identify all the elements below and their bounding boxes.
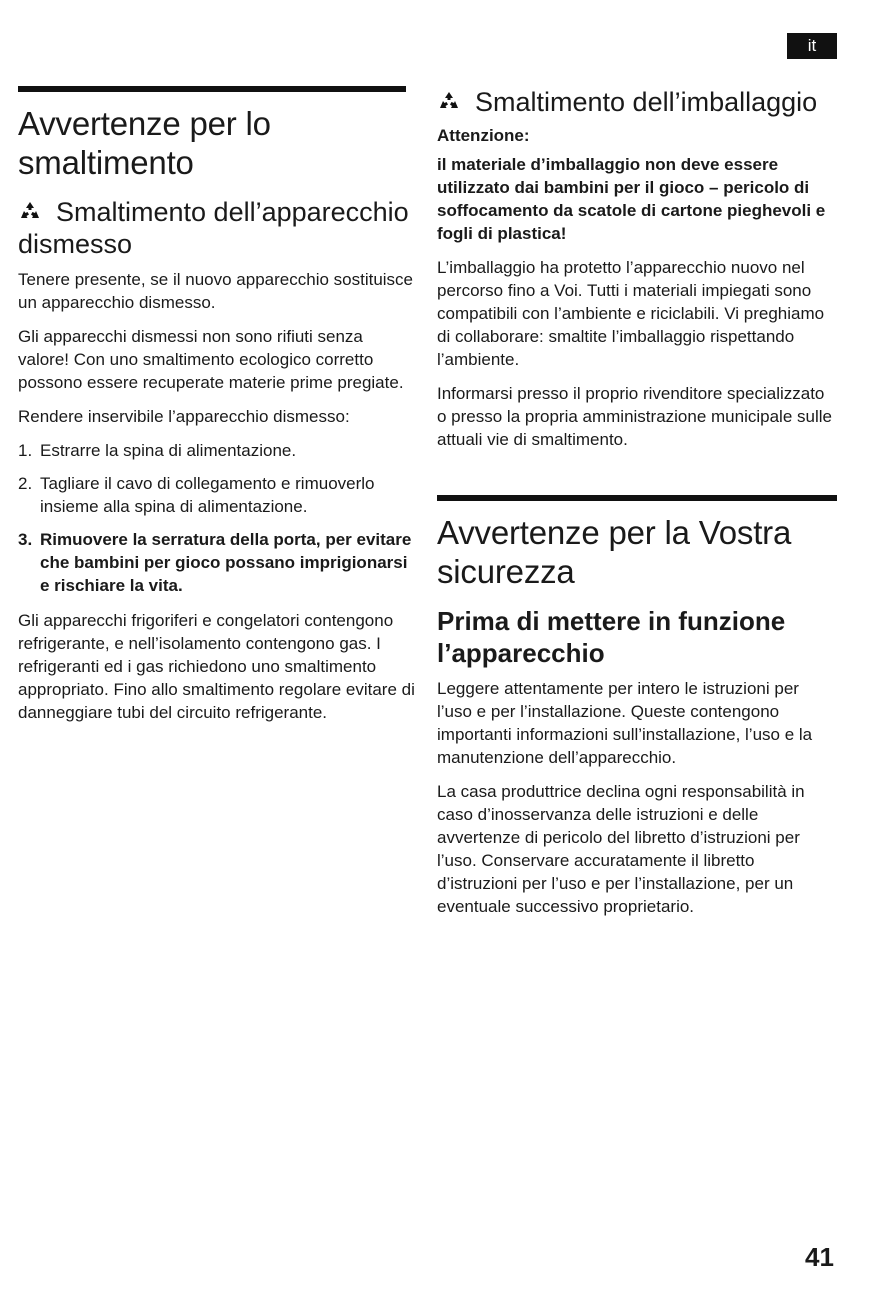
disable-steps-list — [18, 439, 416, 597]
section-rule — [437, 495, 837, 501]
list-item — [18, 528, 416, 597]
paragraph: Gli apparecchi frigoriferi e congelatori contengono refrigerante, e nell’isolamento contengono gas. I refrigeranti ed i gas richiedono uno smaltimento appropriato. Fino allo smaltimento regolare evitare di danneggiare tubi del circuito refrigerante. — [18, 611, 415, 722]
old-appliance-subheading-text: Smaltimento dell’apparecchio dismesso — [18, 197, 409, 259]
list-item — [18, 472, 416, 518]
list-item — [18, 439, 416, 462]
packaging-subheading-text: Smaltimento dell’imballaggio — [475, 87, 818, 117]
safety-heading: Avvertenze per la Vostra sicurezza — [437, 514, 792, 590]
paragraph: Leggere attentamente per intero le istruzioni per l’uso e per l’installazione. Queste contengono importanti informazioni sull’installazione, l’uso e la manutenzione dell’apparecchio. — [437, 679, 813, 767]
step-number: 1. — [18, 441, 33, 460]
section-rule — [18, 86, 406, 92]
step-number: 2. — [18, 474, 33, 493]
paragraph: L’imballaggio ha protetto l’apparecchio nuovo nel percorso fino a Voi. Tutti i materiali impiegati sono compatibili con l’ambiente e riciclabili. Vi preghiamo di collaborare: smaltite l’imballaggio rispettando l’ambiente. — [437, 258, 825, 369]
language-tab: it — [787, 33, 837, 59]
attention-label: Attenzione: — [437, 126, 530, 145]
paragraph: Informarsi presso il proprio rivenditore specializzato o presso la propria amministrazione municipale sulle attuali vie di smaltimento. — [437, 384, 832, 449]
paragraph: Rendere inservibile l’apparecchio dismesso: — [18, 407, 350, 426]
paragraph: Tenere presente, se il nuovo apparecchio sostituisce un apparecchio dismesso. — [18, 270, 414, 312]
step-text: Rimuovere la serratura della porta, per evitare che bambini per gioco possano imprigionarsi e rischiare la vita. — [40, 530, 412, 595]
packaging-subheading — [437, 86, 837, 118]
step-number: 3. — [18, 530, 33, 549]
left-column — [18, 86, 416, 735]
old-appliance-subheading — [18, 196, 416, 260]
page-number: 41 — [805, 1242, 834, 1272]
paragraph: La casa produttrice declina ogni responsabilità in caso d’inosservanza delle istruzioni e delle avvertenze di pericolo del libretto d’istruzioni per l’uso. Conservare accuratamente il libretto d’istruzioni per l’uso e per l’installazione, per un eventuale successivo proprietario. — [437, 782, 805, 916]
recycle-icon — [437, 90, 461, 114]
step-text: Estrarre la spina di alimentazione. — [40, 441, 297, 460]
warning-paragraph: il materiale d’imballaggio non deve essere utilizzato dai bambini per il gioco – pericolo di soffocamento da scatole di cartone pieghevoli e fogli di plastica! — [437, 155, 826, 243]
before-use-subheading: Prima di mettere in funzione l’apparecchio — [437, 606, 786, 668]
paragraph: Gli apparecchi dismessi non sono rifiuti senza valore! Con uno smaltimento ecologico corretto possono essere recuperate materie prime pregiate. — [18, 327, 404, 392]
right-column — [437, 86, 837, 929]
recycle-icon — [18, 200, 42, 224]
disposal-heading: Avvertenze per lo smaltimento — [18, 105, 271, 181]
step-text: Tagliare il cavo di collegamento e rimuoverlo insieme alla spina di alimentazione. — [40, 474, 375, 516]
